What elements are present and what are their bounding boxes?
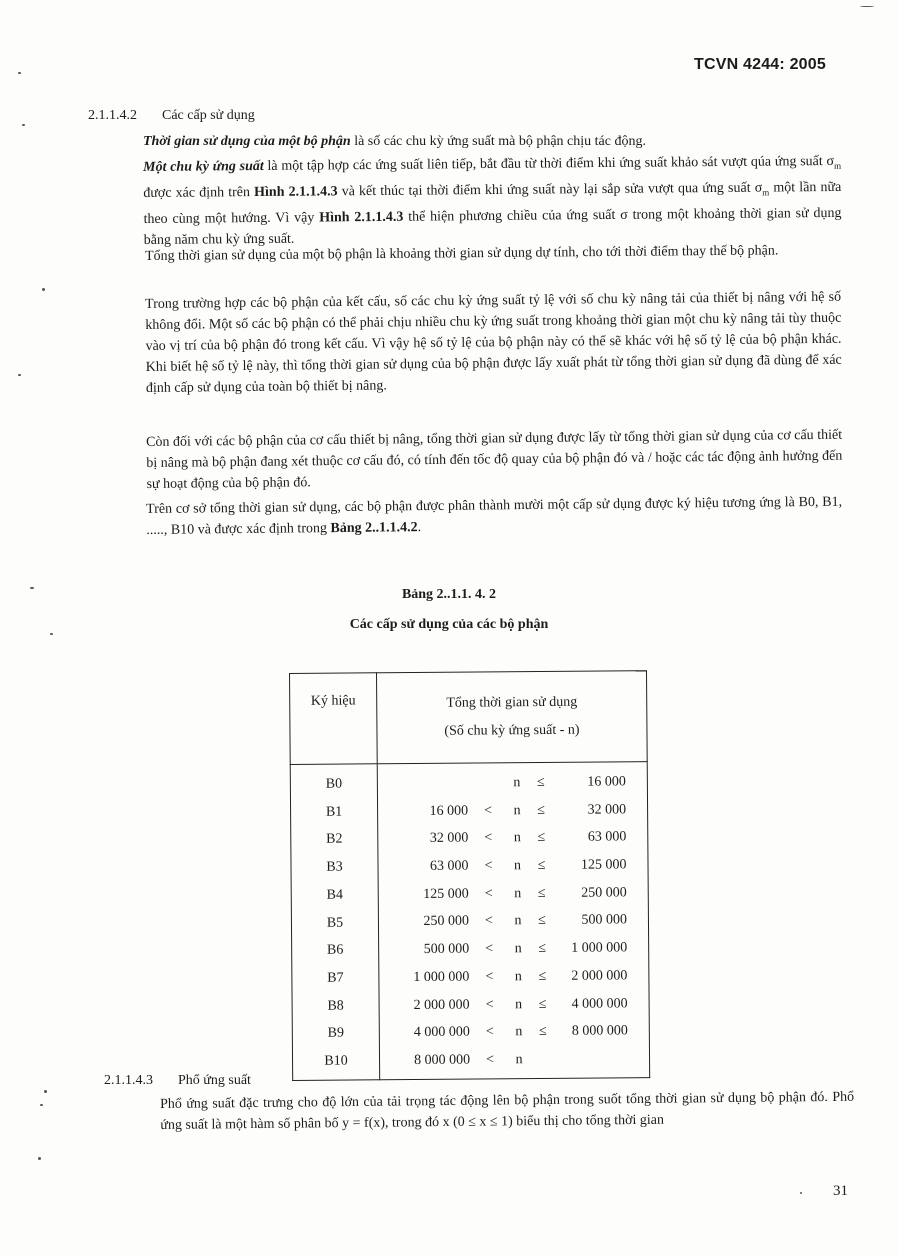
usage-class-symbol: B4 — [326, 887, 343, 903]
definition-stress-cycle: Một chu kỳ ứng suất là một tập hợp các ứng suất liên tiếp, bắt đầu từ thời điểm khi ứng suất khảo sát vượt qúa ứng suất $\sigma_m$ được xác định trên Hình 2.1.1.4.3 và kết thúc tại thời điểm khi ứng suất này lại sắp sửa vượt qua ứng suất $\sigma_m$ một lần nữa theo cùng một hướng. Vì vậy Hình 2.1.1.4.3 thể hiện phương chiều của ứng suất σ trong một khoảng thời gian sử dụng bằng năm chu kỳ ứng suất. — [143, 153, 842, 248]
usage-class-range — [379, 879, 648, 909]
range-op2: ≤ — [538, 941, 547, 957]
range-low — [378, 770, 468, 798]
range-op1 — [468, 769, 508, 797]
range-n: n — [515, 996, 523, 1012]
range-high: 2 000 000 — [571, 968, 628, 984]
range-op2: ≤ — [538, 968, 547, 984]
scan-speck — [44, 1090, 47, 1093]
page-number: 31 — [833, 1183, 848, 1199]
scan-speck — [50, 633, 53, 635]
usage-class-table — [289, 670, 650, 1081]
usage-class-range — [380, 1017, 649, 1047]
usage-class-symbol: B0 — [325, 776, 343, 792]
paragraph-structure-parts: Trong trường hợp các bộ phận của kết cấu, số các chu kỳ ứng suất tỷ lệ với số chu kỳ nâng tải của thiết bị nâng với hệ số không đổi. Một số các bộ phận có thể phải chịu nhiều chu kỳ ứng suất trong khoảng thời gian một chu kỳ nâng tải tùy thuộc vào vị trí của bộ phận đó trong kết cấu. Vì vậy hệ số tỷ lệ của bộ phận này có thể sẽ khác với hệ số tỷ lệ của bộ phận khác. Khi biết hệ số tỷ lệ này, thì tổng thời gian sử dụng của bộ phận được lấy xuất phát từ tổng thời gian sử dụng đã dùng để xác định cấp sử dụng của toàn bộ thiết bị nâng. — [145, 289, 842, 396]
usage-class-symbol: B6 — [326, 942, 344, 958]
range-n: n — [514, 968, 522, 985]
column-header-total-time: Tổng thời gian sử dụng (Số chu kỳ ứng suất - n) — [377, 671, 648, 764]
range-n: n — [514, 885, 522, 901]
range-low: 500 000 — [423, 941, 470, 958]
range-op1: < — [484, 803, 493, 819]
scan-speck — [18, 72, 21, 74]
paragraph-stress-spectrum: Phổ ứng suất đặc trưng cho độ lớn của tải trọng tác động lên bộ phận trong suốt tổng thời gian sử dụng bộ phận đó. Phổ ứng suất là một hàm số phân bố y = f(x), trong đó x (0 ≤ x ≤ 1) biểu thị cho tổng thời gian — [160, 1089, 855, 1133]
scan-speck — [800, 1192, 802, 1194]
scan-speck — [38, 1157, 41, 1160]
usage-class-symbol: B8 — [327, 998, 344, 1014]
standard-code: TCVN 4244: 2005 — [694, 56, 826, 73]
range-n: n — [515, 1024, 523, 1040]
column-header-symbol: Ký hiệu — [290, 673, 378, 765]
range-n: n — [513, 802, 521, 818]
range-op1: < — [486, 1052, 495, 1068]
range-n: n — [513, 858, 522, 874]
range-high: 1 000 000 — [571, 940, 628, 956]
range-low: 250 000 — [423, 914, 470, 930]
table-caption-title: Các cấp sử dụng của các bộ phận — [349, 617, 549, 632]
range-low: 1 000 000 — [413, 969, 470, 985]
usage-class-range — [379, 934, 648, 964]
usage-class-range — [378, 796, 647, 826]
section-heading-2-1-1-4-3 — [104, 1073, 251, 1089]
range-low: 32 000 — [429, 830, 469, 847]
range-high: 250 000 — [581, 885, 627, 901]
range-low: 16 000 — [429, 803, 469, 819]
paragraph-mechanism-parts: Còn đối với các bộ phận của cơ cấu thiết bị nâng, tổng thời gian sử dụng được lấy từ tổng thời gian sử dụng của cơ cấu thiết bị nâng mà bộ phận đang xét thuộc cơ cấu đó, có tính đến tốc độ quay của bộ phận đó và / hoặc các tác động ảnh hưởng đến sự hoạt động của bộ phận đó. — [146, 427, 843, 492]
range-high — [558, 1045, 628, 1073]
term-service-time: Thời gian sử dụng của một bộ phận — [143, 134, 351, 149]
range-op2: ≤ — [537, 802, 545, 818]
scan-speck — [30, 587, 34, 589]
usage-class-range — [379, 907, 648, 937]
scan-speck — [860, 6, 874, 7]
section-title: Phổ ứng suất — [178, 1073, 251, 1088]
range-low: 63 000 — [429, 858, 469, 874]
usage-class-symbol: B3 — [326, 859, 343, 875]
symbol-column — [290, 764, 379, 1080]
range-n: n — [514, 913, 522, 929]
range-n: n — [513, 775, 521, 791]
scan-speck — [22, 124, 25, 126]
range-low: 2 000 000 — [413, 997, 470, 1013]
range-op2: ≤ — [537, 830, 546, 846]
range-high: 500 000 — [581, 912, 628, 929]
range-n: n — [513, 830, 521, 846]
range-n: n — [514, 941, 522, 957]
paragraph-total-service-time: Tổng thời gian sử dụng của một bộ phận là khoảng thời gian sử dụng dự tính, cho tới thời điểm thay thế bộ phận. — [145, 243, 779, 264]
range-high: 16 000 — [587, 774, 626, 790]
range-high: 8 000 000 — [571, 1023, 628, 1039]
usage-class-symbol: B2 — [326, 831, 343, 848]
definition-service-time: Thời gian sử dụng của một bộ phận là số các chu kỳ ứng suất mà bộ phận chịu tác động. — [143, 134, 646, 149]
usage-class-range — [379, 962, 648, 992]
range-op1: < — [485, 996, 494, 1012]
figure-ref: Hình 2.1.1.4.3 — [254, 184, 338, 200]
range-op2 — [528, 1046, 558, 1074]
usage-class-range — [378, 768, 647, 798]
range-op2: ≤ — [538, 1024, 547, 1040]
range-low: 8 000 000 — [413, 1052, 471, 1068]
usage-class-symbol: B7 — [327, 970, 344, 986]
range-op2: ≤ — [536, 774, 545, 791]
scan-speck — [18, 374, 21, 376]
range-high: 63 000 — [587, 829, 627, 846]
usage-class-symbol: B1 — [325, 804, 343, 820]
range-low: 125 000 — [423, 886, 469, 902]
paragraph-usage-classes: Trên cơ sở tổng thời gian sử dụng, các bộ phận được phân thành mười một cấp sử dụng được ký hiệu tương ứng là B0, B1, ....., B10 và được xác định trong Bảng 2..1.1.4.2. — [146, 494, 843, 538]
scan-speck — [40, 1104, 43, 1106]
range-op1: < — [484, 913, 493, 929]
usage-class-range — [378, 851, 647, 881]
term-stress-cycle: Một chu kỳ ứng suất — [143, 158, 264, 175]
range-high: 4 000 000 — [571, 995, 628, 1012]
range-op1: < — [485, 1024, 494, 1040]
range-op2: ≤ — [537, 885, 546, 901]
section-title: Các cấp sử dụng — [162, 108, 255, 123]
range-op1: < — [484, 830, 493, 846]
range-high: 32 000 — [587, 802, 627, 818]
scan-speck — [42, 288, 45, 291]
range-low: 4 000 000 — [413, 1024, 470, 1041]
range-n: n — [515, 1052, 523, 1068]
usage-class-range — [380, 990, 649, 1020]
range-op2: ≤ — [537, 858, 546, 874]
range-high: 125 000 — [580, 857, 627, 873]
usage-class-range — [380, 1045, 649, 1075]
usage-class-symbol: B9 — [327, 1025, 345, 1042]
usage-class-range — [378, 824, 647, 854]
range-column — [377, 762, 649, 1080]
range-op1: < — [484, 886, 493, 902]
usage-class-symbol: B5 — [326, 915, 344, 931]
range-op1: < — [485, 941, 494, 957]
range-op1: < — [485, 969, 494, 985]
table-ref: Bảng 2..1.1.4.2 — [330, 520, 418, 537]
section-number: 2.1.1.4.3 — [104, 1073, 153, 1088]
table-caption-number: Bảng 2..1.1. 4. 2 — [401, 587, 497, 602]
usage-class-symbol: B10 — [324, 1053, 348, 1069]
figure-ref: Hình 2.1.1.4.3 — [319, 209, 404, 226]
range-op1: < — [484, 858, 493, 874]
range-op2: ≤ — [538, 913, 546, 929]
range-op2: ≤ — [538, 996, 547, 1012]
section-number: 2.1.1.4.2 — [88, 108, 137, 123]
section-heading-2-1-1-4-2 — [88, 108, 255, 124]
